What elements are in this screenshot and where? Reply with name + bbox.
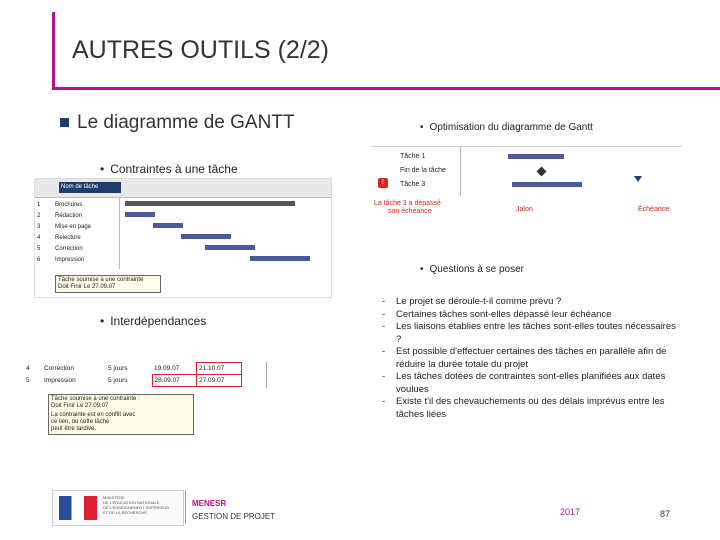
list-item: - Les tâches dotées de contraintes sont-elles planifiées aux dates voulues xyxy=(382,371,666,395)
warning-icon: ! xyxy=(378,178,388,188)
questions-heading xyxy=(420,264,524,275)
main-bullet-text: Le diagramme de GANTT xyxy=(77,112,295,133)
list-item: - Existe t'il des chevauchements ou des délais imprévus entre les tâches liées xyxy=(382,396,665,420)
gantt1-summary-bar xyxy=(125,201,295,206)
list-item: - Le projet se déroule-t-il comme prévu ? xyxy=(382,296,562,307)
gantt2-rows xyxy=(24,362,242,387)
footer-org: MENESR xyxy=(192,499,227,508)
contraintes-label: Contraintes à une tâche xyxy=(110,162,238,176)
table-row: 3 Mise en page xyxy=(37,223,92,230)
gantt1-bar xyxy=(181,234,231,239)
opt-task-row: Tâche 1 xyxy=(400,153,426,160)
table-row: 5 Impression 5 jours 28.09.07 27.09.07 xyxy=(24,375,242,387)
page-number: 87 xyxy=(660,509,671,519)
table-row: 2 Rédaction xyxy=(37,212,83,219)
footer-separator xyxy=(185,490,186,524)
gantt1-bar xyxy=(153,223,183,228)
annot-echeance: Échéance xyxy=(638,206,670,213)
table-row: 5 Correction xyxy=(37,245,83,252)
ministry-logo xyxy=(52,490,184,526)
interdependances-heading xyxy=(100,314,206,328)
opt-divider xyxy=(460,146,461,196)
list-item: - Les liaisons établies entre les tâches sont-elles toutes nécessaires ? xyxy=(382,321,676,345)
gantt-screenshot-1 xyxy=(34,178,332,298)
questions-list xyxy=(382,296,682,421)
interdependances-label: Interdépendances xyxy=(110,314,207,328)
opt-task-list xyxy=(400,150,446,192)
opt-task-row: Fin de la tâche xyxy=(400,167,446,174)
footer-dept: GESTION DE PROJET xyxy=(192,512,276,521)
opt-bar xyxy=(512,182,582,187)
table-row: 6 Impression xyxy=(37,256,85,263)
optimisation-heading xyxy=(420,122,593,133)
dot-icon: • xyxy=(100,314,105,328)
gantt2-divider xyxy=(266,362,267,388)
gantt1-bar xyxy=(125,212,155,217)
contraintes-heading xyxy=(100,162,238,176)
optimisation-label: Optimisation du diagramme de Gantt xyxy=(429,122,593,133)
gantt1-header-name: Nom de tâche xyxy=(59,182,121,193)
deadline-arrow-icon xyxy=(634,176,642,182)
table-row: 1 Brochures xyxy=(37,201,83,208)
questions-label: Questions à se poser xyxy=(429,264,525,275)
dot-icon: • xyxy=(100,162,105,176)
annot-depasse: La tâche 3 a dépassé son échéance xyxy=(374,200,441,215)
gantt1-bar xyxy=(250,256,310,261)
gantt1-callout: Tâche soumise à une contrainte Doit Finir Le 27.09.07 xyxy=(55,275,161,293)
annot-jalon: Jalon xyxy=(516,206,533,213)
list-item: - Est possible d'effectuer certaines des tâches en parallèle afin de réduire la durée totale du projet xyxy=(382,346,667,370)
table-row: 4 Relecture xyxy=(37,234,81,241)
flag-icon xyxy=(59,496,97,520)
main-bullet xyxy=(60,112,295,134)
gantt1-divider xyxy=(119,197,120,269)
gantt-screenshot-2 xyxy=(24,362,354,442)
square-bullet-icon xyxy=(60,118,69,127)
optimisation-screenshot xyxy=(372,146,682,226)
table-row: 4 Correction 5 jours 19.09.07 21.10.07 xyxy=(24,363,242,375)
slide-title: AUTRES OUTILS (2/2) xyxy=(72,36,329,64)
ministry-name: MINISTÈRE DE L'ÉDUCATION NATIONALE, DE L'ENSEIGNEMENT SUPÉRIEUR ET DE LA RECHERCHE xyxy=(103,495,170,515)
opt-task-row: Tâche 3 xyxy=(400,181,426,188)
gantt2-callout: Tâche soumise à une contrainte : Doit Finir Le 27.09.07 La contrainte est en conflit avec ce lien, ou cette tâche peut être tardive. xyxy=(48,394,194,435)
gantt1-bar xyxy=(205,245,255,250)
list-item: - Certaines tâches sont-elles dépassé leur échéance xyxy=(382,308,612,320)
footer-year: 2017 xyxy=(560,507,581,517)
dot-icon: • xyxy=(420,264,424,275)
dot-icon: • xyxy=(420,122,424,133)
opt-bar xyxy=(508,154,564,159)
gantt1-rows xyxy=(35,199,117,265)
